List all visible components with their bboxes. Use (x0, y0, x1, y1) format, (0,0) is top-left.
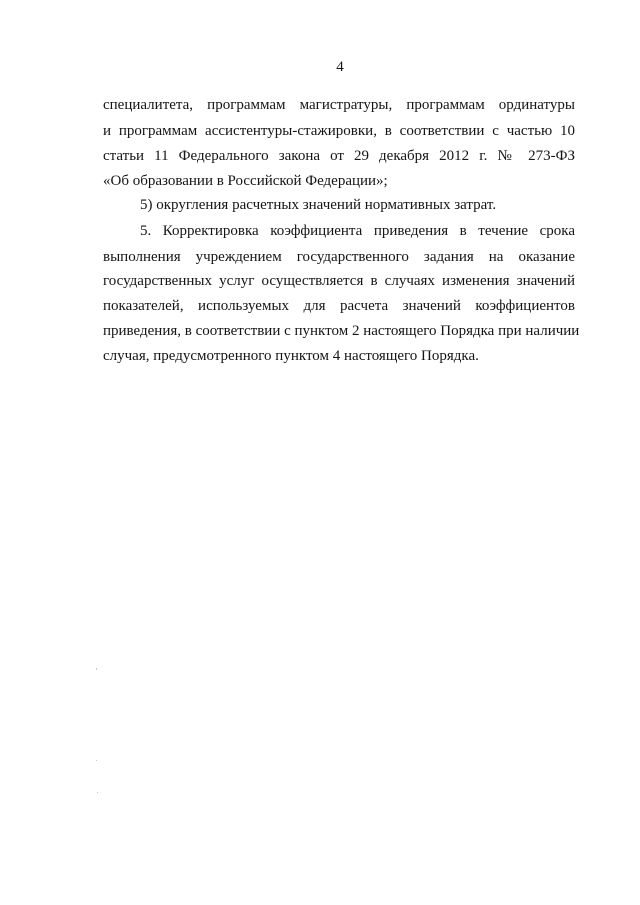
paragraph-3-line-2: выполнения учреждением государственного задания на оказание (103, 249, 575, 265)
paragraph-1-line-4: «Об образовании в Российской Федерации»; (103, 173, 388, 189)
scan-speck (96, 760, 97, 761)
paragraph-3-line-3: государственных услуг осуществляется в случаях изменения значений (103, 273, 575, 289)
paragraph-3-line-1: 5. Корректировка коэффициента приведения в течение срока (140, 223, 575, 239)
paragraph-1-line-2: и программам ассистентуры-стажировки, в соответствии с частью 10 (103, 123, 575, 139)
paragraph-3-line-5: приведения, в соответствии с пунктом 2 настоящего Порядка при наличии (103, 323, 580, 339)
paragraph-1-line-1: специалитета, программам магистратуры, программам ординатуры (103, 97, 575, 113)
scan-speck (96, 668, 97, 670)
paragraph-3-line-4: показателей, используемых для расчета значений коэффициентов (103, 298, 575, 314)
paragraph-2-line-1: 5) округления расчетных значений нормативных затрат. (140, 197, 497, 213)
paragraph-3-line-6: случая, предусмотренного пунктом 4 настоящего Порядка. (103, 348, 479, 364)
paragraph-1-line-3: статьи 11 Федерального закона от 29 декабря 2012 г. № 273-ФЗ (103, 148, 575, 164)
page-number: 4 (336, 59, 344, 75)
scan-speck (97, 792, 98, 793)
